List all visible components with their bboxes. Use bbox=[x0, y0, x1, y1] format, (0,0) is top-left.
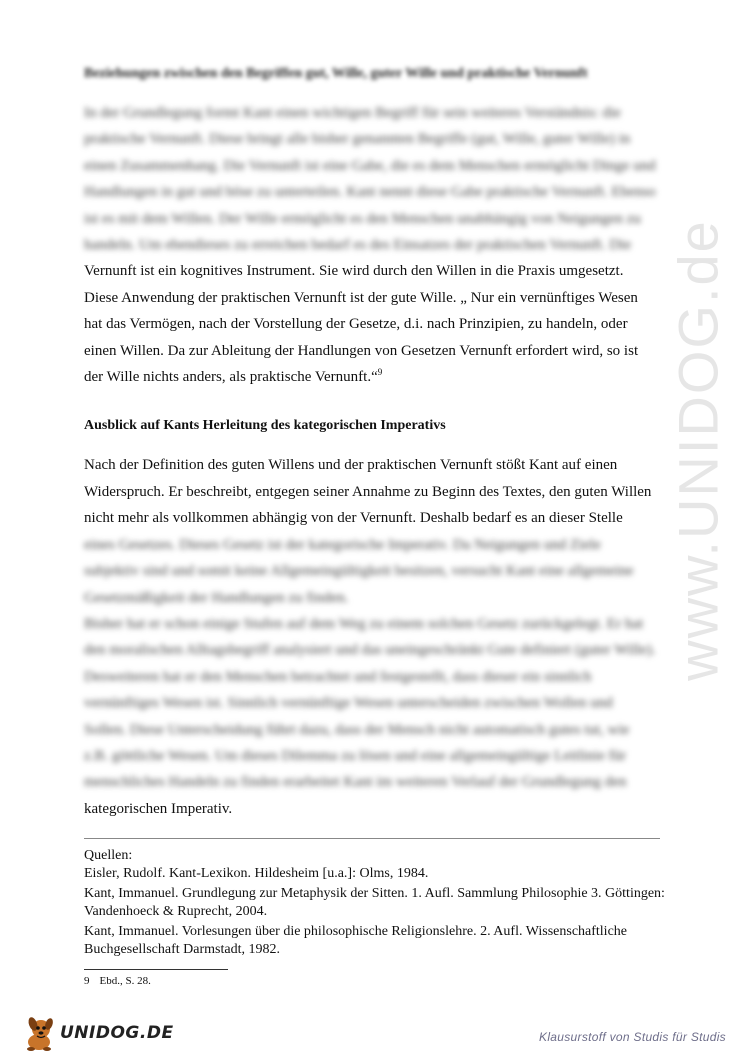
blurred-line: ist es mit dem Willen. Der Wille ermöglicht es den Menschen unabhängig von Neigungen zu bbox=[84, 210, 641, 227]
text-line: Nach der Definition des guten Willens und der praktischen Vernunft stößt Kant auf einen bbox=[84, 457, 618, 474]
blurred-line: Desweiteren hat er den Menschen betrachtet und festgestellt, dass dieser ein sinnlich bbox=[84, 668, 592, 685]
text-line: einen Willen. Da zur Ableitung der Handlungen von Gesetzen Vernunft erfordert wird, so ist bbox=[84, 342, 639, 359]
section-heading-relations: Beziehungen zwischen den Begriffen gut, Wille, guter Wille und praktische Vernunft bbox=[84, 66, 588, 81]
blurred-line: subjektiv sind und somit keine Allgemeingültigkeit besitzen, versucht Kant eine allgemeine bbox=[84, 563, 634, 580]
source-item: Kant, Immanuel. Vorlesungen über die philosophische Religionslehre. 2. Aufl. Wissenschaftliche Buchgesellschaft Darmstadt, 1982. bbox=[84, 924, 627, 957]
blurred-line: z.B. göttliche Wesen. Um dieses Dilemma zu lösen und eine allgemeingültige Leitlinie für bbox=[84, 747, 627, 764]
sources-list bbox=[84, 847, 674, 961]
blurred-line: Handlungen in gut und böse zu unterteilen. Kant nennt diese Gabe praktische Vernunft. Ebenso bbox=[84, 184, 656, 201]
sources-divider bbox=[84, 838, 660, 839]
quote-end-text: der Wille nichts anders, als praktische Vernunft.“ bbox=[84, 369, 378, 386]
text-line-last bbox=[84, 364, 664, 390]
text-line-last: kategorischen Imperativ. bbox=[84, 800, 233, 817]
main-content bbox=[84, 64, 664, 822]
blurred-line: Gesetzmäßigkeit der Handlungen zu finden. bbox=[84, 589, 349, 606]
text-line: Diese Anwendung der praktischen Vernunft ist der gute Wille. „ Nur ein vernünftiges Wesen bbox=[84, 289, 638, 306]
text-line: hat das Vermögen, nach der Vorstellung der Gesetze, d.i. nach Prinzipien, zu handeln, oder bbox=[84, 316, 628, 333]
footer-slogan: Klausurstoff von Studis für Studis bbox=[539, 1030, 726, 1044]
unidog-logo[interactable] bbox=[22, 1013, 174, 1053]
blurred-line: menschliches Handeln zu finden erarbeitet Kant im weiteren Verlauf der Grundlegung den bbox=[84, 774, 627, 791]
footnote bbox=[84, 975, 151, 987]
text-line: nicht mehr als vollkommen abhängig von der Vernunft. Deshalb bedarf es an dieser Stelle bbox=[84, 510, 623, 527]
footnote-divider bbox=[84, 969, 228, 970]
source-item: Eisler, Rudolf. Kant-Lexikon. Hildesheim [u.a.]: Olms, 1984. bbox=[84, 865, 429, 881]
sources-label: Quellen: bbox=[84, 848, 133, 863]
blurred-line: Bisher hat er schon einige Stufen auf dem Weg zu einem solchen Gesetz zurückgelegt. Er hat bbox=[84, 615, 644, 632]
blurred-line: vernünftiges Wesen ist. Sinnlich vernünftige Wesen unterscheiden zwischen Wollen und bbox=[84, 695, 613, 712]
watermark: www.UNIDOG.de bbox=[666, 219, 730, 681]
source-item: Kant, Immanuel. Grundlegung zur Metaphysik der Sitten. 1. Aufl. Sammlung Philosophie 3. Göttingen: Vandenhoeck & Ruprecht, 2004. bbox=[84, 886, 665, 919]
blurred-line: den moralischen Alltagsbegriff analysiert und das uneingeschränkt Gute definiert (guter Wille). bbox=[84, 642, 656, 659]
footnote-ref[interactable]: 9 bbox=[377, 367, 383, 378]
text-line: Vernunft ist ein kognitives Instrument. Sie wird durch den Willen in die Praxis umgesetzt. bbox=[84, 263, 624, 280]
logo-text: UNIDOG.DE bbox=[60, 1023, 174, 1043]
blurred-line: Sollen. Diese Unterscheidung führt dazu, dass der Mensch nicht automatisch gutes tut, wie bbox=[84, 721, 630, 738]
blurred-line: praktische Vernunft. Diese bringt alle bisher genannten Begriffe (gut, Wille, guter Wille) in bbox=[84, 131, 631, 148]
paragraph-relations bbox=[84, 100, 664, 390]
dog-mascot-icon bbox=[22, 1014, 58, 1052]
blurred-line: handeln. Um ebendieses zu erreichen bedarf es des Einsatzes der praktischen Vernunft. Die bbox=[84, 237, 632, 254]
paragraph-outlook bbox=[84, 452, 664, 822]
blurred-line: In der Grundlegung formt Kant einen wichtigen Begriff für sein weiteres Verständnis: die bbox=[84, 105, 621, 121]
blurred-line: einen Zusammenhang. Die Vernunft ist eine Gabe, die es dem Menschen ermöglicht Dinge und bbox=[84, 157, 656, 174]
text-line: Widerspruch. Er beschreibt, entgegen seiner Annahme zu Beginn des Textes, den guten Willen bbox=[84, 483, 652, 500]
section-heading-outlook: Ausblick auf Kants Herleitung des kategorischen Imperativs bbox=[84, 418, 446, 434]
footnote-text: Ebd., S. 28. bbox=[99, 975, 151, 987]
blurred-line: eines Gesetzes. Dieses Gesetz ist der kategorische Imperativ. Da Neigungen und Ziele bbox=[84, 536, 601, 553]
footnote-number: 9 bbox=[84, 975, 90, 987]
